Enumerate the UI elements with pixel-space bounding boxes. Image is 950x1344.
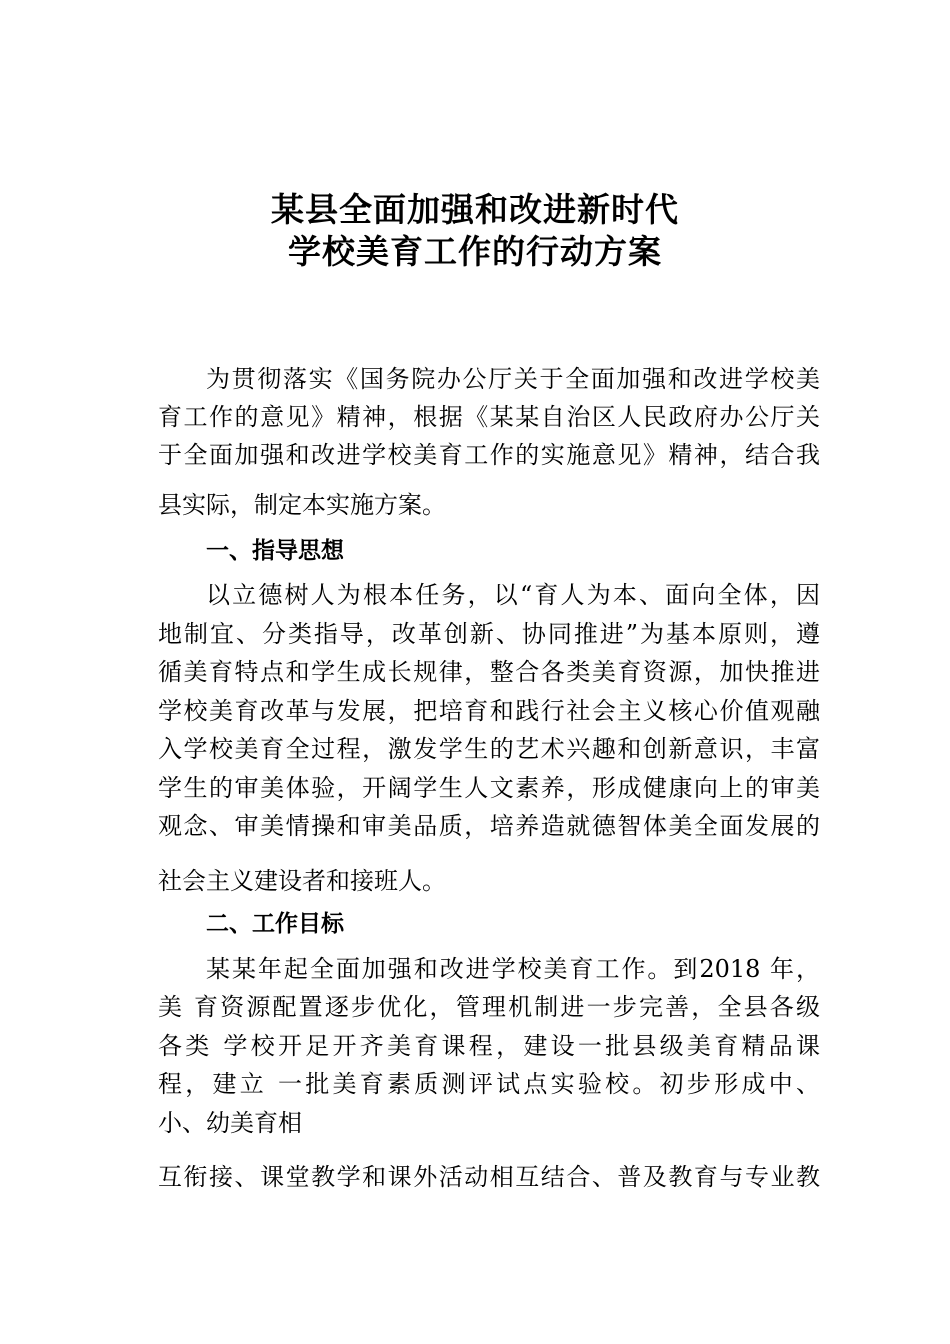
document-title-line-2: 学校美育工作的行动方案 [288,232,662,271]
section1-line: 地制宜、分类指导，改革创新、协同推进”为基本原则，遵 [158,620,820,648]
section2-line: 小、幼美育相 [158,1109,302,1137]
section1-line: 学生的审美体验，开阔学生人文素养，形成健康向上的审美 [158,774,820,802]
section2-line: 程，建立 一批美育素质测评试点实验校。初步形成中、 [158,1070,820,1098]
section2-line: 某某年起全面加强和改进学校美育工作。到2018 年， [206,955,820,983]
section1-line: 入学校美育全过程，激发学生的艺术兴趣和创新意识，丰富 [158,735,820,763]
section-heading-work-goals: 二、工作目标 [206,911,344,937]
section2-line: 美 育资源配置逐步优化，管理机制进一步完善，全县各级 [158,993,820,1021]
intro-line: 于全面加强和改进学校美育工作的实施意见》精神，结合我 [158,441,820,469]
section-heading-guiding-ideology: 一、指导思想 [206,538,344,564]
intro-line: 为贯彻落实《国务院办公厅关于全面加强和改进学校美 [206,365,820,393]
section2-line: 各类 学校开足开齐美育课程，建设一批县级美育精品课 [158,1032,820,1060]
section1-line: 社会主义建设者和接班人。 [158,867,446,895]
section2-line: 互衔接、课堂教学和课外活动相互结合、普及教育与专业教 [158,1163,820,1191]
section1-line: 以立德树人为根本任务，以“育人为本、面向全体，因 [206,581,820,609]
section1-line: 循美育特点和学生成长规律，整合各类美育资源，加快推进 [158,658,820,686]
section1-line: 学校美育改革与发展，把培育和践行社会主义核心价值观融 [158,697,820,725]
intro-line: 育工作的意见》精神，根据《某某自治区人民政府办公厅关 [158,403,820,431]
intro-line: 县实际，制定本实施方案。 [158,491,446,519]
document-title-line-1: 某县全面加强和改进新时代 [271,190,679,229]
section1-line: 观念、审美情操和审美品质，培养造就德智体美全面发展的 [158,812,820,840]
